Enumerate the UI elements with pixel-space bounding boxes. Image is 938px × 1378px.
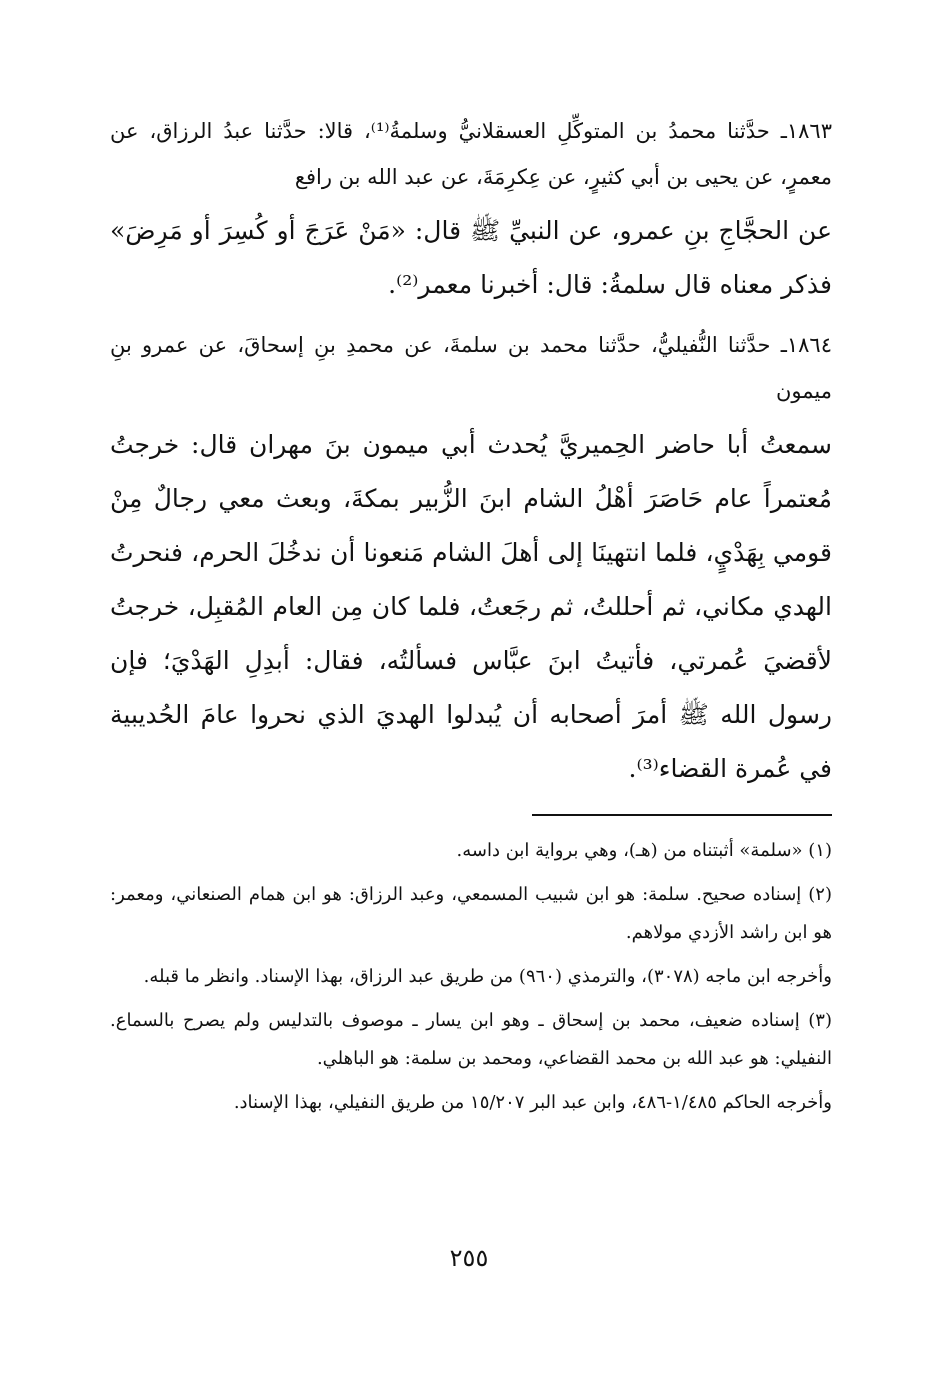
hadith-1864-matn: سمعتُ أبا حاضر الحِميريَّ يُحدث أبي ميمون بنَ مهران قال: خرجتُ مُعتمراً عام حَاصَرَ أهْلُ الشام ابنَ الزُّبير بمكةَ، وبعث معي رجالٌ مِنْ قومي بِهَدْيٍ، فلما انتهينَا إلى أهلَ الشام مَنعونا أن ندخُلَ الحرم، فنحرتُ الهدي مكاني، ثم أحللتُ، ثم رجَعتُ، فلما كان مِن العام المُقبِل، خرجتُ لأقضيَ عُمرتي، فأتيتُ ابنَ عبَّاس فسألتُه، فقال: أبدِلِ الهَدْيَ؛ فإن رسول الله ﷺ أمرَ أصحابه أن يُبدلوا الهديَ الذي نحروا عامَ الحُديبية في عُمرة القضاء⁽³⁾. (110, 430, 832, 783)
footnote-2: (٢) إسناده صحيح. سلمة: هو ابن شبيب المسمعي، وعبد الرزاق: هو ابن همام الصنعاني، ومعمر: هو ابن راشد الأزدي مولاهم. (110, 884, 832, 943)
footnote-1: (١) «سلمة» أثبتناه من (هـ)، وهي برواية ابن داسه. (456, 840, 832, 861)
page-number: ٢٥٥ (449, 1244, 489, 1272)
hadith-1864-isnad: ١٨٦٤ـ حدَّثنا النُّفيليُّ، حدَّثنا محمد بن سلمةَ، عن محمدِ بنِ إسحاقَ، عن عمرو بنِ ميمون (110, 333, 832, 403)
footnote-3-sources: وأخرجه الحاكم ١/٤٨٥-٤٨٦، وابن عبد البر ١٥/٢٠٧ من طريق النفيلي، بهذا الإسناد. (233, 1092, 832, 1113)
footnote-divider (532, 814, 832, 816)
hadith-1863-isnad: ١٨٦٣ـ حدَّثنا محمدُ بن المتوكِّلِ العسقلانيُّ وسلمةُ⁽¹⁾، قالا: حدَّثنا عبدُ الرزاق، عن معمرٍ، عن يحيى بن أبي كثيرٍ، عن عِكرِمَةَ، عن عبد الله بن رافع (110, 119, 832, 189)
page-content (110, 108, 832, 1128)
footnote-3: (٣) إسناده ضعيف، محمد بن إسحاق ـ وهو ابن يسار ـ موصوف بالتدليس ولم يصرح بالسماع. النفيلي: هو عبد الله بن محمد القضاعي، ومحمد بن سلمة: هو الباهلي. (110, 1010, 832, 1069)
footnote-2-sources: وأخرجه ابن ماجه (٣٠٧٨)، والترمذي (٩٦٠) من طريق عبد الرزاق، بهذا الإسناد. وانظر ما قبله. (143, 966, 832, 987)
hadith-1863-matn: عن الحجَّاجِ بنِ عمرو، عن النبيِّ ﷺ قال: «مَنْ عَرَجَ أو كُسِرَ أو مَرِضَ» فذكر معناه قال سلمةُ: قال: أخبرنا معمر⁽²⁾. (110, 216, 832, 299)
